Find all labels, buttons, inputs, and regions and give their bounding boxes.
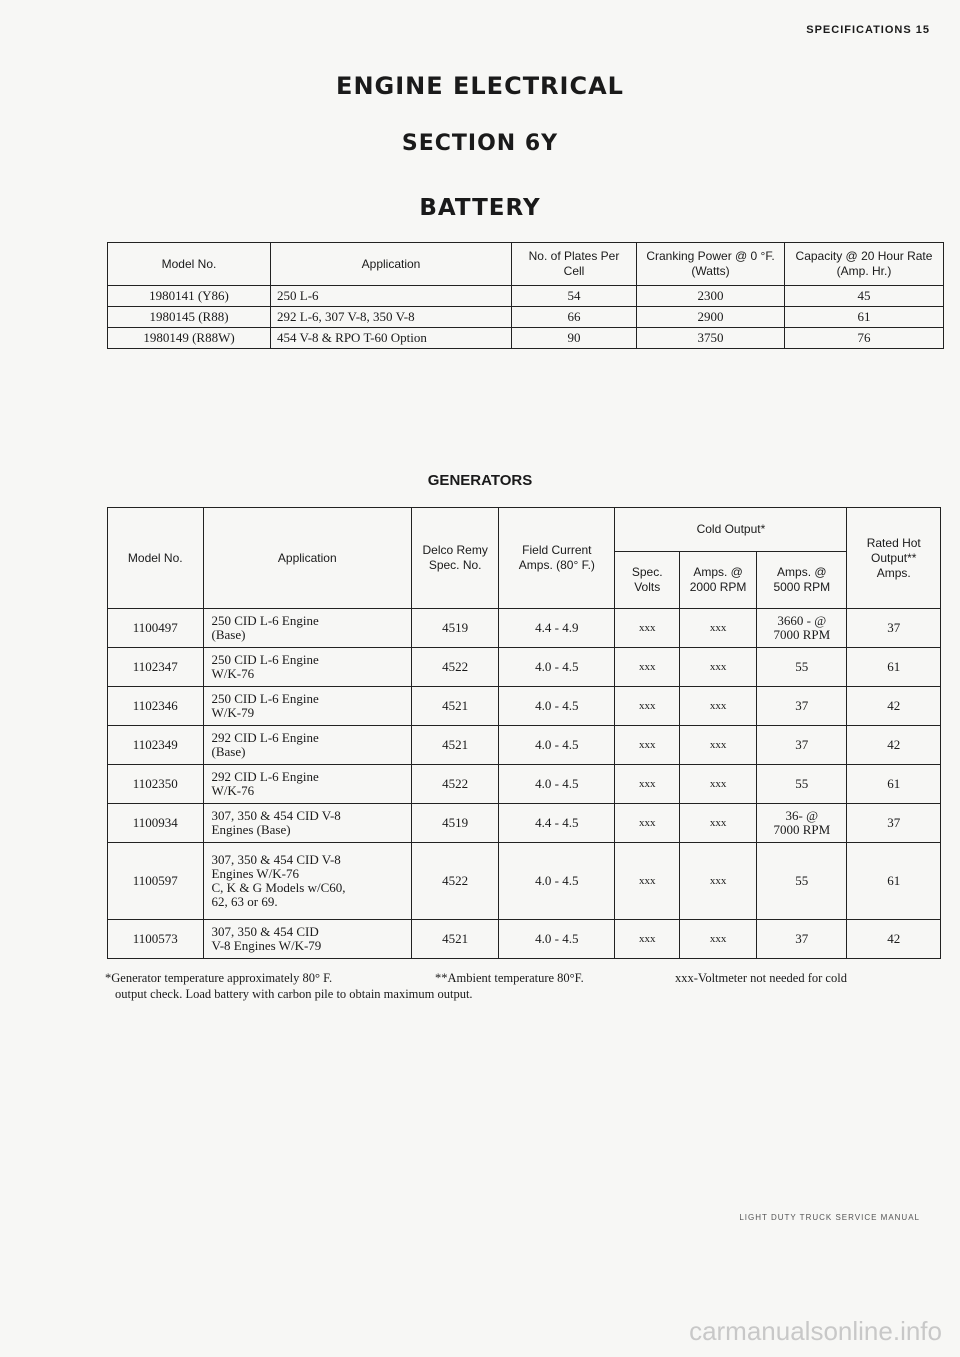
battery-model: 1980149 (R88W) bbox=[108, 328, 271, 349]
gen-rated-hot: 61 bbox=[847, 843, 941, 920]
table-row bbox=[108, 609, 941, 648]
gen-field-current: 4.0 - 4.5 bbox=[499, 843, 615, 920]
gen-field-current: 4.0 - 4.5 bbox=[499, 648, 615, 687]
battery-plates: 54 bbox=[512, 286, 637, 307]
gen-amps-2000: xxx bbox=[680, 648, 757, 687]
gen-amps-5000-line: 55 bbox=[795, 873, 809, 888]
battery-cranking: 3750 bbox=[637, 328, 785, 349]
gen-spec: 4519 bbox=[412, 609, 499, 648]
battery-header-cranking: Cranking Power @ 0 °F. (Watts) bbox=[637, 243, 785, 286]
gen-amps-2000: xxx bbox=[680, 920, 757, 959]
gen-model: 1102349 bbox=[108, 726, 204, 765]
gen-rated-hot: 42 bbox=[847, 687, 941, 726]
gen-spec-volts: xxx bbox=[615, 687, 680, 726]
gen-application-line: V-8 Engines W/K-79 bbox=[211, 938, 322, 953]
gen-header-amps-5000: Amps. @ 5000 RPM bbox=[757, 552, 847, 609]
gen-application-line: 250 CID L-6 Engine bbox=[211, 652, 319, 667]
gen-application-line: Engines W/K-76 bbox=[211, 866, 300, 881]
battery-application: 250 L-6 bbox=[271, 286, 512, 307]
gen-header-model: Model No. bbox=[108, 508, 204, 609]
gen-amps-5000 bbox=[757, 726, 847, 765]
gen-header-rated-hot: Rated Hot Output** Amps. bbox=[847, 508, 941, 609]
gen-model: 1100934 bbox=[108, 804, 204, 843]
gen-amps-2000: xxx bbox=[680, 687, 757, 726]
generators-body bbox=[108, 609, 941, 959]
gen-spec-volts: xxx bbox=[615, 726, 680, 765]
section-title: ENGINE ELECTRICAL bbox=[336, 72, 624, 100]
gen-field-current: 4.0 - 4.5 bbox=[499, 765, 615, 804]
gen-amps-5000 bbox=[757, 843, 847, 920]
gen-spec: 4522 bbox=[412, 648, 499, 687]
gen-amps-5000 bbox=[757, 687, 847, 726]
battery-plates: 90 bbox=[512, 328, 637, 349]
table-row bbox=[108, 804, 941, 843]
gen-rated-hot: 42 bbox=[847, 726, 941, 765]
battery-capacity: 61 bbox=[785, 307, 944, 328]
battery-header-application: Application bbox=[271, 243, 512, 286]
gen-application-line: C, K & G Models w/C60, bbox=[211, 880, 346, 895]
gen-amps-5000-line: 3660 - @ bbox=[777, 613, 827, 628]
gen-amps-5000 bbox=[757, 648, 847, 687]
generators-table bbox=[107, 507, 941, 959]
gen-application bbox=[203, 726, 412, 765]
gen-amps-5000 bbox=[757, 920, 847, 959]
gen-model: 1102350 bbox=[108, 765, 204, 804]
generators-title: GENERATORS bbox=[427, 472, 533, 489]
gen-spec-volts: xxx bbox=[615, 765, 680, 804]
table-row bbox=[108, 726, 941, 765]
section-number: SECTION 6Y bbox=[401, 131, 559, 156]
gen-header-field-current: Field Current Amps. (80° F.) bbox=[499, 508, 615, 609]
table-row bbox=[108, 765, 941, 804]
gen-field-current: 4.4 - 4.9 bbox=[499, 609, 615, 648]
battery-header-capacity: Capacity @ 20 Hour Rate (Amp. Hr.) bbox=[785, 243, 944, 286]
generators-footnote bbox=[105, 970, 935, 1002]
gen-spec: 4522 bbox=[412, 843, 499, 920]
table-row bbox=[108, 843, 941, 920]
gen-amps-5000-line: 55 bbox=[795, 776, 809, 791]
gen-application bbox=[203, 843, 412, 920]
gen-rated-hot: 37 bbox=[847, 804, 941, 843]
gen-application bbox=[203, 609, 412, 648]
gen-spec: 4521 bbox=[412, 920, 499, 959]
gen-application-line: W/K-79 bbox=[211, 705, 255, 720]
battery-header-row bbox=[108, 243, 944, 286]
battery-cranking: 2900 bbox=[637, 307, 785, 328]
battery-plates: 66 bbox=[512, 307, 637, 328]
gen-amps-2000: xxx bbox=[680, 726, 757, 765]
gen-application-line: 250 CID L-6 Engine bbox=[211, 613, 319, 628]
gen-rated-hot: 37 bbox=[847, 609, 941, 648]
gen-field-current: 4.4 - 4.5 bbox=[499, 804, 615, 843]
running-head: SPECIFICATIONS 15 bbox=[806, 24, 930, 36]
gen-amps-5000-line: 37 bbox=[795, 698, 809, 713]
gen-amps-5000-line: 7000 RPM bbox=[773, 822, 831, 837]
battery-header-plates: No. of Plates Per Cell bbox=[512, 243, 637, 286]
battery-model: 1980141 (Y86) bbox=[108, 286, 271, 307]
gen-header-spec: Delco Remy Spec. No. bbox=[412, 508, 499, 609]
gen-amps-5000 bbox=[757, 765, 847, 804]
footnote-generator-temp: *Generator temperature approximately 80° F. bbox=[105, 971, 333, 985]
footnote-ambient-temp: **Ambient temperature 80°F. bbox=[435, 971, 584, 985]
gen-spec: 4519 bbox=[412, 804, 499, 843]
gen-application bbox=[203, 765, 412, 804]
table-row bbox=[108, 307, 944, 328]
gen-amps-5000-line: 7000 RPM bbox=[773, 627, 831, 642]
manual-name: LIGHT DUTY TRUCK SERVICE MANUAL bbox=[739, 1213, 920, 1222]
gen-spec: 4521 bbox=[412, 687, 499, 726]
gen-application-line: (Base) bbox=[211, 627, 246, 642]
battery-model: 1980145 (R88) bbox=[108, 307, 271, 328]
gen-application-line: 250 CID L-6 Engine bbox=[211, 691, 319, 706]
gen-amps-5000 bbox=[757, 804, 847, 843]
gen-rated-hot: 61 bbox=[847, 765, 941, 804]
gen-application-line: 292 CID L-6 Engine bbox=[211, 730, 319, 745]
gen-spec-volts: xxx bbox=[615, 804, 680, 843]
gen-application bbox=[203, 648, 412, 687]
gen-amps-5000-line: 36- @ bbox=[785, 808, 819, 823]
gen-amps-5000-line: 55 bbox=[795, 659, 809, 674]
gen-model: 1100597 bbox=[108, 843, 204, 920]
gen-spec-volts: xxx bbox=[615, 648, 680, 687]
gen-amps-2000: xxx bbox=[680, 765, 757, 804]
gen-spec-volts: xxx bbox=[615, 843, 680, 920]
battery-capacity: 45 bbox=[785, 286, 944, 307]
gen-application-line: Engines (Base) bbox=[211, 822, 291, 837]
gen-model: 1102347 bbox=[108, 648, 204, 687]
gen-amps-5000-line: 37 bbox=[795, 737, 809, 752]
table-row bbox=[108, 328, 944, 349]
battery-title: BATTERY bbox=[419, 195, 541, 221]
table-row bbox=[108, 687, 941, 726]
watermark: carmanualsonline.info bbox=[689, 1316, 942, 1346]
gen-amps-5000-line: 37 bbox=[795, 931, 809, 946]
gen-header-application: Application bbox=[203, 508, 412, 609]
gen-application-line: 62, 63 or 69. bbox=[211, 894, 278, 909]
gen-field-current: 4.0 - 4.5 bbox=[499, 726, 615, 765]
battery-cranking: 2300 bbox=[637, 286, 785, 307]
gen-amps-2000: xxx bbox=[680, 609, 757, 648]
gen-spec-volts: xxx bbox=[615, 609, 680, 648]
gen-application-line: 307, 350 & 454 CID V-8 bbox=[211, 852, 341, 867]
battery-header-model: Model No. bbox=[108, 243, 271, 286]
gen-application bbox=[203, 804, 412, 843]
gen-application-line: (Base) bbox=[211, 744, 246, 759]
generators-header-row bbox=[108, 508, 941, 552]
gen-amps-5000 bbox=[757, 609, 847, 648]
gen-application-line: W/K-76 bbox=[211, 783, 255, 798]
gen-spec-volts: xxx bbox=[615, 920, 680, 959]
battery-table bbox=[107, 242, 944, 349]
gen-application-line: W/K-76 bbox=[211, 666, 255, 681]
gen-header-spec-volts: Spec. Volts bbox=[615, 552, 680, 609]
battery-capacity: 76 bbox=[785, 328, 944, 349]
gen-application-line: 307, 350 & 454 CID V-8 bbox=[211, 808, 341, 823]
table-row bbox=[108, 920, 941, 959]
gen-model: 1100573 bbox=[108, 920, 204, 959]
footnote-continuation: output check. Load battery with carbon pile to obtain maximum output. bbox=[115, 987, 473, 1001]
gen-model: 1100497 bbox=[108, 609, 204, 648]
gen-rated-hot: 42 bbox=[847, 920, 941, 959]
gen-amps-2000: xxx bbox=[680, 843, 757, 920]
gen-header-cold-output: Cold Output* bbox=[615, 508, 847, 552]
gen-rated-hot: 61 bbox=[847, 648, 941, 687]
gen-application-line: 307, 350 & 454 CID bbox=[211, 924, 319, 939]
gen-header-amps-2000: Amps. @ 2000 RPM bbox=[680, 552, 757, 609]
battery-application: 292 L-6, 307 V-8, 350 V-8 bbox=[271, 307, 512, 328]
gen-amps-2000: xxx bbox=[680, 804, 757, 843]
gen-field-current: 4.0 - 4.5 bbox=[499, 687, 615, 726]
gen-field-current: 4.0 - 4.5 bbox=[499, 920, 615, 959]
gen-application bbox=[203, 687, 412, 726]
table-row bbox=[108, 286, 944, 307]
table-row bbox=[108, 648, 941, 687]
gen-application-line: 292 CID L-6 Engine bbox=[211, 769, 319, 784]
battery-application: 454 V-8 & RPO T-60 Option bbox=[271, 328, 512, 349]
gen-spec: 4521 bbox=[412, 726, 499, 765]
gen-application bbox=[203, 920, 412, 959]
gen-model: 1102346 bbox=[108, 687, 204, 726]
footnote-voltmeter: xxx-Voltmeter not needed for cold bbox=[675, 971, 847, 985]
gen-spec: 4522 bbox=[412, 765, 499, 804]
